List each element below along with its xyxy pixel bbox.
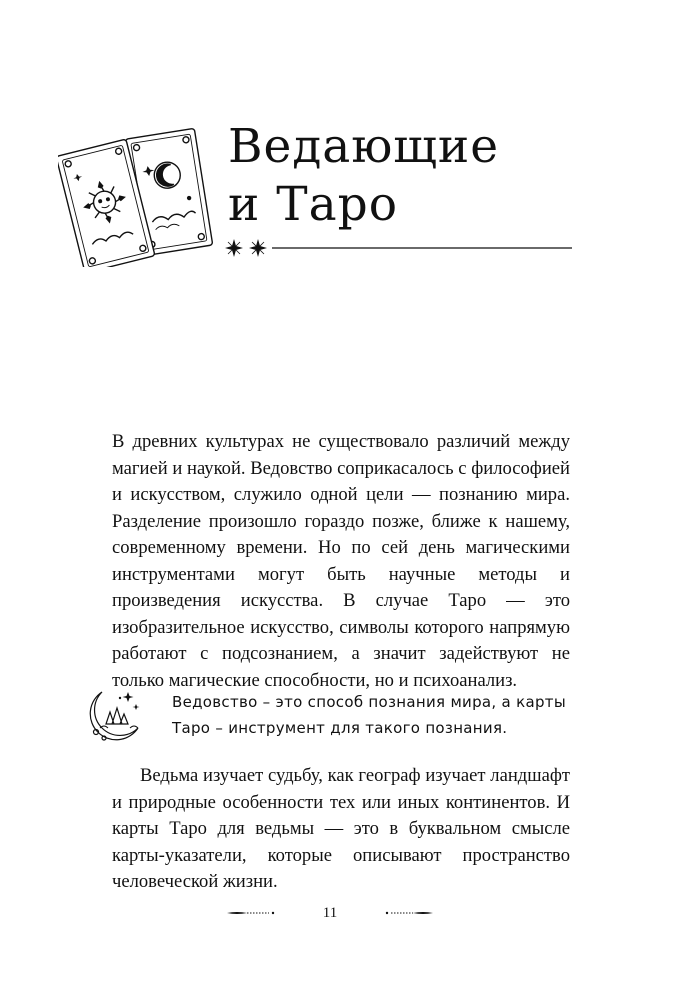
intro-paragraph: В древних культурах не существовало различий между магией и наукой. Ведовство соприкасалось с философией и искусством, служило одной цели — познанию мира. Разделение произошло гораздо позже, ближе к нашему, современному времени. Но по сей день магическими инструментами могут быть научные методы и произведения искусства. В случае Таро — это изобразительное искусство, символы которого напрямую работают с подсознанием, а значит задействуют не только магические способности, но и психоанализ. [112, 431, 570, 691]
chapter-title-line-1: Ведающие [228, 119, 500, 174]
page-number: 11 [322, 905, 338, 921]
tarot-cards-sun-moon-icon [58, 122, 218, 267]
crescent-moon-crystals-icon [84, 684, 146, 746]
callout-quote: Ведовство – это способ познания мира, а карты Таро – инструмент для такого познания. [172, 693, 566, 737]
closing-paragraph: Ведьма изучает судьбу, как географ изучает ландшафт и природные особенности тех или иных континентов. И карты Таро для ведьмы — это в буквальном смысле карты-указатели, которые описывают пространство человеческой жизни. [112, 765, 570, 892]
page-footer [225, 900, 435, 926]
twin-star-rule-icon [222, 237, 574, 259]
chapter-title-line-2: и Таро [228, 177, 399, 232]
chapter-title [228, 118, 499, 234]
